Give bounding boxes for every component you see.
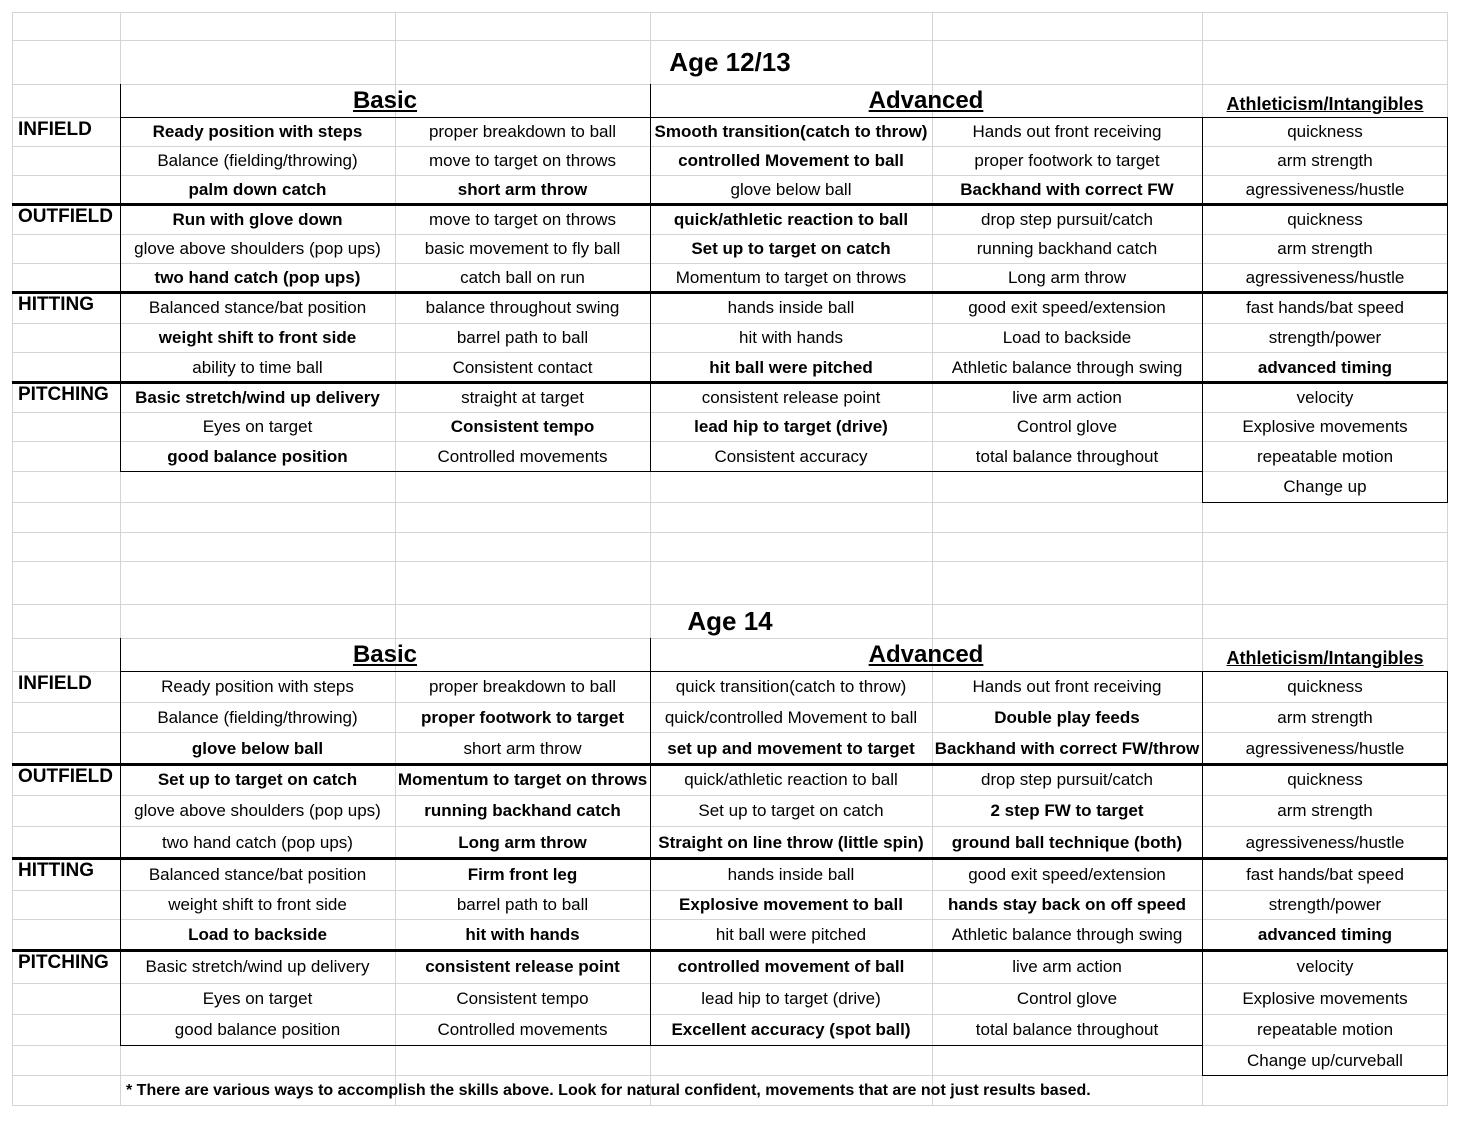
skill-cell: Eyes on target: [202, 989, 313, 1008]
skill-cell: Balanced stance/bat position: [148, 864, 367, 884]
skill-cell: Athletic balance through swing: [951, 925, 1183, 944]
basic-header: Basic: [352, 86, 418, 114]
skill-cell: Basic stretch/wind up delivery: [145, 957, 370, 976]
skill-cell: good balance position: [167, 446, 348, 466]
skill-cell: good balance position: [174, 1020, 341, 1039]
skill-cell: barrel path to ball: [456, 895, 589, 914]
skill-cell: glove below ball: [730, 180, 852, 199]
skill-cell: Explosive movements: [1242, 989, 1408, 1008]
skill-cell: Long arm throw: [1007, 268, 1127, 287]
skill-cell: quick/controlled Movement to ball: [664, 707, 918, 727]
skill-cell: controlled Movement to ball: [678, 151, 904, 170]
skill-cell: quick/athletic reaction to ball: [673, 209, 909, 229]
skill-cell: hit with hands: [739, 328, 843, 347]
skill-cell: advanced timing: [1257, 925, 1393, 944]
skill-cell: Consistent accuracy: [714, 446, 868, 466]
table-border: [120, 471, 1202, 472]
skill-cell: lead hip to target (drive): [701, 989, 881, 1008]
block-title: Age 12/13: [669, 47, 791, 77]
table-border: [650, 84, 651, 471]
skill-cell: short arm throw: [463, 738, 582, 758]
skill-cell: move to target on throws: [428, 209, 617, 229]
skill-cell: drop step pursuit/catch: [981, 770, 1153, 789]
skill-cell: quick transition(catch to throw): [675, 677, 907, 696]
skill-cell: strength/power: [1268, 328, 1382, 347]
skill-cell: advanced timing: [1257, 357, 1393, 377]
skill-cell: live arm action: [1012, 957, 1122, 976]
skill-cell: running backhand catch: [976, 239, 1158, 258]
skill-cell: quickness: [1287, 209, 1363, 229]
skill-cell: Hands out front receiving: [972, 677, 1162, 696]
skill-cell: Firm front leg: [467, 864, 578, 884]
skill-cell: Eyes on target: [202, 417, 313, 436]
table-border: [1202, 502, 1448, 503]
skill-cell: proper breakdown to ball: [428, 677, 617, 696]
skill-cell: Load to backside: [188, 925, 327, 944]
skill-cell: ground ball technique (both): [951, 832, 1183, 852]
skill-cell: straight at target: [461, 387, 584, 407]
skill-cell: total balance throughout: [975, 1020, 1159, 1039]
skill-cell: agressiveness/hustle: [1245, 738, 1405, 758]
skill-cell: Change up/curveball: [1247, 1050, 1403, 1070]
skill-cell: Load to backside: [1002, 328, 1132, 347]
skill-cell: velocity: [1296, 387, 1354, 407]
grid-row-line: [12, 12, 1448, 13]
skill-cell: glove below ball: [191, 738, 324, 758]
skill-cell: hands stay back on off speed: [947, 895, 1187, 914]
skill-cell: quick/athletic reaction to ball: [684, 770, 898, 789]
skill-cell: arm strength: [1277, 239, 1373, 258]
category-label-pitching: PITCHING: [18, 952, 109, 973]
table-border: [1447, 671, 1448, 1075]
skill-cell: two hand catch (pop ups): [162, 832, 353, 852]
skill-cell: consistent release point: [425, 957, 620, 976]
table-border: [1202, 117, 1203, 502]
skill-cell: running backhand catch: [424, 801, 621, 820]
basic-header: Basic: [352, 640, 418, 668]
table-border: [120, 117, 121, 471]
skill-cell: Set up to target on catch: [691, 239, 891, 258]
skill-cell: Ready position with steps: [152, 122, 363, 141]
skill-cell: Controlled movements: [437, 1020, 608, 1039]
athleticism-header: Athleticism/Intangibles: [1226, 648, 1424, 668]
skill-cell: Set up to target on catch: [698, 801, 884, 820]
skill-cell: Controlled movements: [437, 446, 608, 466]
skill-cell: Ready position with steps: [161, 677, 354, 696]
skill-cell: set up and movement to target: [667, 738, 915, 758]
skill-cell: catch ball on run: [460, 268, 585, 287]
skill-cell: weight shift to front side: [158, 328, 357, 347]
athleticism-header: Athleticism/Intangibles: [1226, 94, 1424, 114]
skill-cell: quickness: [1287, 677, 1363, 696]
skill-cell: weight shift to front side: [168, 895, 347, 914]
skill-cell: Backhand with correct FW/throw: [934, 738, 1200, 758]
skill-cell: Control glove: [1016, 417, 1118, 436]
skill-cell: Straight on line throw (little spin): [658, 832, 924, 852]
skill-cell: repeatable motion: [1256, 446, 1394, 466]
skill-cell: balance throughout swing: [425, 298, 620, 317]
skill-cell: basic movement to fly ball: [424, 239, 621, 258]
skill-cell: Momentum to target on throws: [397, 770, 648, 789]
footnote: * There are various ways to accomplish the skills above. Look for natural confident, movements that are not just results based.: [126, 1081, 1091, 1099]
category-label-outfield: OUTFIELD: [18, 766, 113, 787]
skill-cell: hands inside ball: [727, 864, 855, 884]
block-title: Age 14: [687, 606, 773, 636]
skill-cell: quickness: [1287, 770, 1363, 789]
skill-cell: proper breakdown to ball: [428, 122, 617, 141]
table-border: [120, 638, 121, 671]
skill-cell: Excellent accuracy (spot ball): [671, 1020, 911, 1039]
table-border: [1202, 671, 1203, 1075]
category-label-outfield: OUTFIELD: [18, 206, 113, 227]
skill-cell: Consistent contact: [452, 357, 593, 377]
skill-cell: Athletic balance through swing: [951, 357, 1183, 377]
skill-cell: good exit speed/extension: [968, 864, 1166, 884]
skill-cell: hit ball were pitched: [709, 357, 873, 377]
skill-cell: two hand catch (pop ups): [154, 268, 361, 287]
skill-cell: proper footwork to target: [420, 707, 625, 727]
table-border: [120, 1045, 1202, 1046]
advanced-header: Advanced: [868, 86, 984, 114]
skill-cell: velocity: [1296, 957, 1354, 976]
skill-cell: repeatable motion: [1256, 1020, 1394, 1039]
category-label-pitching: PITCHING: [18, 384, 109, 405]
skill-cell: Control glove: [1016, 989, 1118, 1008]
skill-cell: Double play feeds: [994, 707, 1140, 727]
skill-cell: Backhand with correct FW: [960, 180, 1174, 199]
skill-cell: Momentum to target on throws: [675, 268, 907, 287]
skill-cell: hit with hands: [465, 925, 580, 944]
grid-col-line: [12, 12, 13, 1106]
category-label-hitting: HITTING: [18, 860, 94, 881]
skill-cell: consistent release point: [701, 387, 881, 407]
table-border: [120, 84, 121, 117]
skill-cell: Explosive movement to ball: [679, 895, 903, 914]
skill-cell: hit ball were pitched: [715, 925, 867, 944]
skill-cell: Balance (fielding/throwing): [157, 151, 358, 170]
skill-cell: lead hip to target (drive): [694, 417, 888, 436]
skill-cell: hands inside ball: [727, 298, 855, 317]
skill-cell: Explosive movements: [1242, 417, 1408, 436]
category-label-infield: INFIELD: [18, 119, 92, 140]
skill-cell: total balance throughout: [975, 446, 1159, 466]
skill-cell: drop step pursuit/catch: [981, 209, 1153, 229]
skill-cell: live arm action: [1012, 387, 1122, 407]
table-border: [1447, 117, 1448, 502]
grid-row-line: [12, 561, 1448, 562]
skill-cell: Balanced stance/bat position: [148, 298, 367, 317]
skill-cell: Long arm throw: [458, 832, 587, 852]
skill-cell: Balance (fielding/throwing): [157, 707, 358, 727]
skill-cell: fast hands/bat speed: [1246, 298, 1404, 317]
category-label-infield: INFIELD: [18, 673, 92, 694]
skill-cell: agressiveness/hustle: [1245, 268, 1405, 287]
skill-cell: quickness: [1287, 122, 1363, 141]
table-border: [120, 671, 121, 1045]
skill-cell: ability to time ball: [192, 357, 323, 377]
advanced-header: Advanced: [868, 640, 984, 668]
table-border: [650, 638, 651, 1045]
skill-cell: barrel path to ball: [456, 328, 589, 347]
skill-cell: Consistent tempo: [456, 989, 589, 1008]
skill-cell: Basic stretch/wind up delivery: [135, 387, 380, 407]
skill-cell: Change up: [1283, 477, 1367, 496]
skill-cell: Consistent tempo: [450, 417, 595, 436]
skills-spreadsheet: [12, 12, 1448, 1106]
skill-cell: arm strength: [1277, 801, 1373, 820]
skill-cell: controlled movement of ball: [677, 957, 905, 976]
skill-cell: agressiveness/hustle: [1245, 180, 1405, 199]
skill-cell: glove above shoulders (pop ups): [134, 239, 381, 258]
category-label-hitting: HITTING: [18, 294, 94, 315]
skill-cell: glove above shoulders (pop ups): [134, 801, 381, 820]
skill-cell: Hands out front receiving: [972, 122, 1162, 141]
skill-cell: Smooth transition(catch to throw): [654, 122, 928, 141]
skill-cell: strength/power: [1268, 895, 1382, 914]
skill-cell: fast hands/bat speed: [1246, 864, 1404, 884]
skill-cell: 2 step FW to target: [990, 801, 1144, 820]
skill-cell: agressiveness/hustle: [1245, 832, 1405, 852]
skill-cell: Set up to target on catch: [157, 770, 358, 789]
skill-cell: palm down catch: [188, 180, 327, 199]
skill-cell: short arm throw: [457, 180, 588, 199]
grid-row-line: [12, 532, 1448, 533]
skill-cell: arm strength: [1277, 707, 1373, 727]
skill-cell: arm strength: [1277, 151, 1373, 170]
skill-cell: move to target on throws: [428, 151, 617, 170]
skill-cell: proper footwork to target: [974, 151, 1160, 170]
skill-cell: good exit speed/extension: [968, 298, 1166, 317]
skill-cell: Run with glove down: [172, 209, 343, 229]
